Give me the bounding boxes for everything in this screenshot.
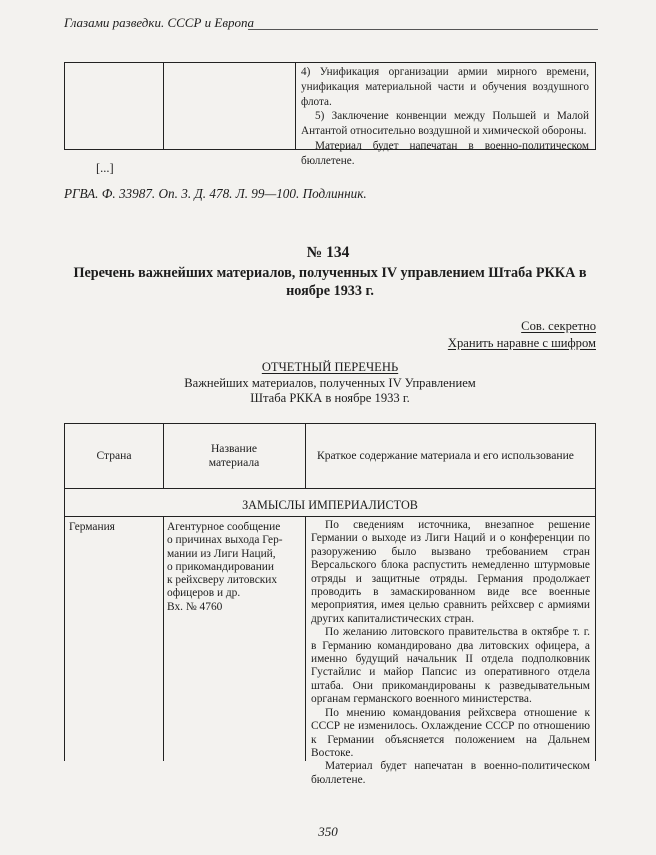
material-line: о прикомандировании (167, 560, 274, 573)
table-column-divider (163, 516, 164, 761)
document-title: Перечень важнейших материалов, полученных IV управлением Штаба РККА в ноябре 1933 г. (73, 265, 587, 299)
table-column-divider (163, 63, 164, 149)
table-rule (65, 516, 595, 517)
table-column-divider (305, 516, 306, 761)
cell-country: Германия (69, 521, 115, 533)
report-heading (120, 360, 540, 407)
summary-paragraph: По мнению командования рейхсвера отношение к СССР не изменилось. Охлаждение СССР по отношению к Германии объясняется положением на Дальнем Востоке. (311, 706, 590, 759)
header-country: Страна (96, 449, 132, 462)
continuation-table (64, 62, 596, 167)
classification-secret: Сов. секретно (521, 319, 596, 333)
material-line: о причинах выхода Гер- (167, 534, 283, 547)
continuation-paragraph: Материал будет напечатан в военно-политическом бюллетене. (301, 139, 589, 167)
header-summary: Краткое содержание материала и его использование (317, 449, 574, 462)
classification-stamp (448, 318, 596, 352)
material-line: Вх. № 4760 (167, 600, 223, 613)
report-subtitle: Важнейших материалов, полученных IV Управлением (184, 375, 476, 390)
archive-source: РГВА. Ф. 33987. Оп. 3. Д. 478. Л. 99—100. Подлинник. (64, 186, 367, 201)
summary-paragraph: Материал будет напечатан в военно-политическом бюллетене. (311, 760, 590, 786)
classification-cipher: Хранить наравне с шифром (447, 336, 596, 350)
cell-summary (311, 519, 590, 787)
header-material-line: Название (210, 442, 258, 455)
material-line: мании из Лиги Наций, (167, 547, 276, 560)
cell-material (167, 521, 303, 614)
material-line: к рейхсверу литовских (167, 574, 278, 587)
continuation-paragraph: 4) Унификация организации армии мирного времени, унификация материальной части и обучения воздушного флота. (301, 66, 589, 108)
table-column-divider (295, 63, 296, 149)
header-material (163, 442, 305, 470)
material-line: офицеров и др. (167, 587, 241, 600)
table-column-divider (305, 424, 306, 488)
omission-mark: [...] (96, 161, 114, 175)
section-title: ЗАМЫСЛЫ ИМПЕРИАЛИСТОВ (242, 498, 418, 512)
document-number: № 134 (306, 244, 350, 261)
summary-paragraph: По сведениям источника, внезапное решение Германии о выходе из Лиги Наций и о конференции по разоружению было вызвано требованием стран Версальского блока распустить немедленно штурмовые отряды и защитные отряды. Германия продолжает проводить в замаскированном виде все военные мероприятия, имея целью сравнить рейхсвер с армиями других капиталистических стран. (311, 519, 590, 625)
running-head: Глазами разведки. СССР и Европа (64, 15, 255, 30)
table-rule (65, 488, 595, 489)
report-title: ОТЧЕТНЫЙ ПЕРЕЧЕНЬ (261, 360, 399, 374)
page-number: 350 (318, 824, 338, 839)
materials-table (64, 423, 596, 786)
report-subtitle: Штаба РККА в ноябре 1933 г. (250, 391, 410, 405)
header-material-line: материала (208, 456, 260, 469)
continuation-cell (301, 65, 589, 169)
summary-paragraph: По желанию литовского правительства в октябре т. г. в Германию командировано два литовских офицера, а именно будущий начальник II отдела подполковник Густайлис и майор Папсис из оперативного отдела штаба. Они прикомандированы к разведывательным органам германского военного министерства. (311, 626, 590, 706)
material-line: Агентурное сообщение (167, 521, 281, 533)
header-rule (248, 29, 598, 30)
continuation-paragraph: 5) Заключение конвенции между Польшей и Малой Антантой относительно воздушной и химической обороны. (301, 110, 589, 138)
